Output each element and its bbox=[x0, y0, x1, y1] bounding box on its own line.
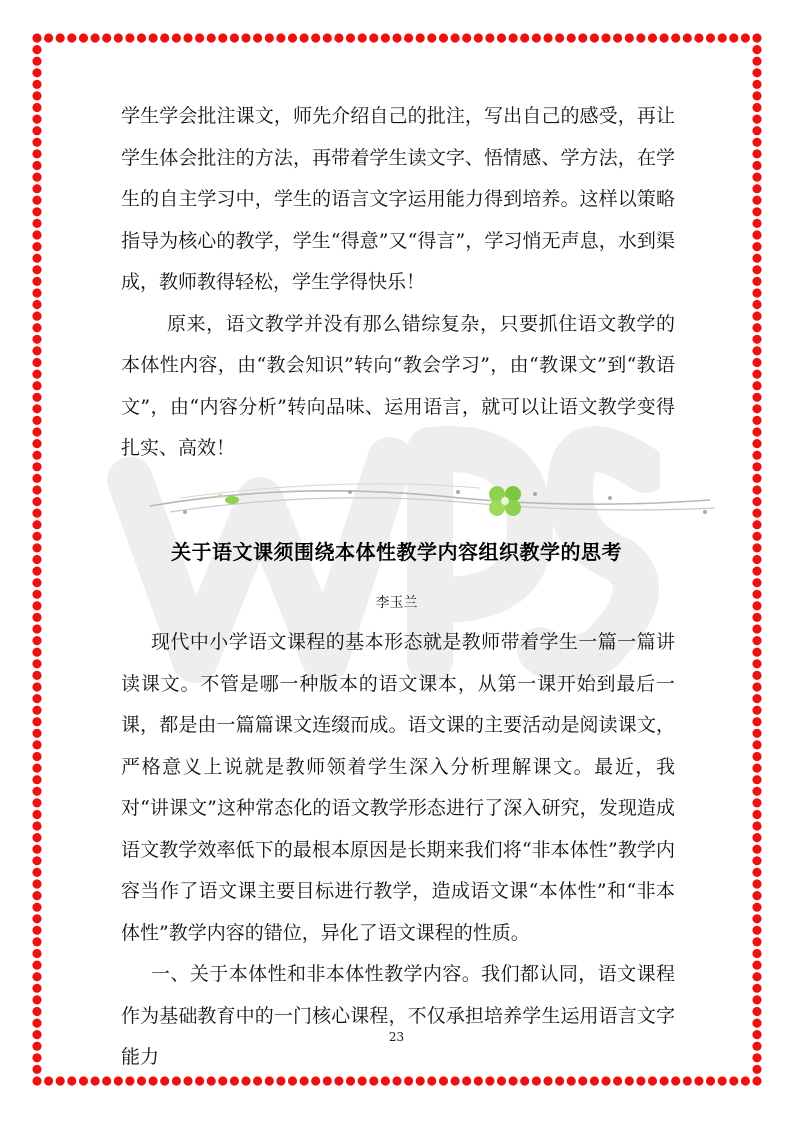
border-dot bbox=[32, 567, 41, 576]
border-dot bbox=[32, 404, 41, 413]
border-dot bbox=[32, 937, 41, 946]
border-dot bbox=[32, 833, 41, 842]
border-dot bbox=[752, 358, 761, 367]
border-dot bbox=[625, 33, 634, 42]
border-dot bbox=[741, 33, 750, 42]
border-dot bbox=[752, 149, 761, 158]
border-dot bbox=[32, 242, 41, 251]
border-dot bbox=[32, 1076, 41, 1085]
border-dot bbox=[752, 288, 761, 297]
border-dot bbox=[346, 33, 355, 42]
border-dot bbox=[91, 1076, 100, 1085]
border-dot bbox=[752, 45, 761, 54]
border-dot bbox=[752, 68, 761, 77]
border-dot bbox=[567, 33, 576, 42]
border-dot bbox=[334, 33, 343, 42]
border-dot bbox=[32, 207, 41, 216]
border-dot bbox=[32, 277, 41, 286]
paragraph: 现代中小学语文课程的基本形态就是教师带着学生一篇一篇讲读课文。不管是哪一种版本的语文课本，从第一课开始到最后一课，都是由一篇篇课文连缀而成。语文课的主要活动是阅读课文，严格意义上说就是教师领着学生深入分析理解课文。最近，我对“讲课文”这种常态化的语文教学形态进行了深入研究，发现造成语文教学效率低下的最根本原因是长期来我们将“非本体性”教学内容当作了语文课主要目标进行教学，造成语文课“本体性”和“非本体性”教学内容的错位，异化了语文课程的性质。 bbox=[121, 631, 675, 944]
border-dot bbox=[752, 219, 761, 228]
border-dot bbox=[44, 1076, 53, 1085]
page-number: 23 bbox=[388, 1030, 405, 1044]
border-dot bbox=[752, 740, 761, 749]
border-dot bbox=[752, 462, 761, 471]
border-dot bbox=[752, 427, 761, 436]
border-dot bbox=[718, 1076, 727, 1085]
border-dot bbox=[752, 821, 761, 830]
border-dot bbox=[32, 451, 41, 460]
border-dot bbox=[183, 33, 192, 42]
paragraph: 原来，语文教学并没有那么错综复杂，只要抓住语文教学的本体性内容，由“教会知识”转向“教会学习”，由“教课文”到“教语文”，由“内容分析”转向品味、运用语言，就可以让语文教学变得扎实、高效！ bbox=[121, 312, 675, 459]
border-dot bbox=[265, 33, 274, 42]
border-dot bbox=[32, 265, 41, 274]
border-dot bbox=[648, 33, 657, 42]
border-dot bbox=[32, 439, 41, 448]
border-dot bbox=[32, 1007, 41, 1016]
border-dot bbox=[32, 346, 41, 355]
border-dot bbox=[32, 300, 41, 309]
border-dot bbox=[32, 752, 41, 761]
border-dot bbox=[694, 33, 703, 42]
border-dot bbox=[32, 57, 41, 66]
border-dot bbox=[752, 115, 761, 124]
border-dot bbox=[694, 1076, 703, 1085]
border-dot bbox=[230, 33, 239, 42]
border-dot bbox=[32, 555, 41, 564]
border-dot bbox=[752, 578, 761, 587]
border-dot bbox=[358, 33, 367, 42]
border-dot bbox=[32, 288, 41, 297]
border-dot bbox=[32, 1065, 41, 1074]
border-dot bbox=[729, 33, 738, 42]
border-dot bbox=[752, 532, 761, 541]
border-dot bbox=[752, 451, 761, 460]
border-dot bbox=[508, 33, 517, 42]
body-text-bottom bbox=[121, 622, 675, 1079]
border-dot bbox=[752, 497, 761, 506]
border-dot bbox=[311, 33, 320, 42]
border-dot bbox=[32, 323, 41, 332]
border-dot bbox=[32, 103, 41, 112]
border-dot bbox=[32, 914, 41, 923]
vine-clover-divider-icon bbox=[140, 472, 720, 532]
border-dot bbox=[32, 926, 41, 935]
border-dot bbox=[752, 555, 761, 564]
border-dot bbox=[32, 427, 41, 436]
border-dot bbox=[67, 33, 76, 42]
border-dot bbox=[56, 33, 65, 42]
border-dot bbox=[578, 33, 587, 42]
border-dot bbox=[32, 694, 41, 703]
border-dot bbox=[752, 80, 761, 89]
border-dot bbox=[752, 439, 761, 448]
border-dot bbox=[114, 33, 123, 42]
border-dot bbox=[32, 972, 41, 981]
border-dot bbox=[752, 1076, 761, 1085]
border-dot bbox=[32, 949, 41, 958]
border-dot bbox=[32, 543, 41, 552]
border-dot bbox=[752, 416, 761, 425]
border-dot bbox=[32, 810, 41, 819]
border-dot bbox=[590, 33, 599, 42]
border-dot bbox=[32, 219, 41, 228]
border-dot bbox=[32, 138, 41, 147]
border-dot bbox=[752, 508, 761, 517]
border-dot bbox=[276, 33, 285, 42]
paragraph: 一、关于本体性和非本体性教学内容。我们都认同，语文课程作为基础教育中的一门核心课程，不仅承担培养学生运用语言文字能力 bbox=[121, 963, 675, 1068]
border-dot bbox=[102, 1076, 111, 1085]
border-dot bbox=[752, 543, 761, 552]
border-dot bbox=[32, 149, 41, 158]
border-dot bbox=[752, 1019, 761, 1028]
border-dot bbox=[32, 520, 41, 529]
border-dot bbox=[497, 33, 506, 42]
border-dot bbox=[32, 80, 41, 89]
border-dot bbox=[752, 752, 761, 761]
border-dot bbox=[381, 33, 390, 42]
border-dot bbox=[752, 370, 761, 379]
border-dot bbox=[683, 1076, 692, 1085]
border-dot bbox=[752, 833, 761, 842]
border-dot bbox=[32, 393, 41, 402]
border-dot bbox=[752, 173, 761, 182]
border-dot bbox=[32, 126, 41, 135]
border-dot bbox=[752, 775, 761, 784]
border-dot bbox=[752, 659, 761, 668]
border-dot bbox=[752, 346, 761, 355]
border-dot bbox=[32, 370, 41, 379]
border-dot bbox=[149, 33, 158, 42]
article-title: 关于语文课须围绕本体性教学内容组织教学的思考 bbox=[171, 540, 622, 564]
border-dot bbox=[32, 636, 41, 645]
border-dot bbox=[32, 821, 41, 830]
border-dot bbox=[752, 103, 761, 112]
border-dot bbox=[79, 33, 88, 42]
border-dot bbox=[462, 33, 471, 42]
border-dot bbox=[32, 115, 41, 124]
border-dot bbox=[32, 624, 41, 633]
border-dot bbox=[752, 207, 761, 216]
border-dot bbox=[752, 706, 761, 715]
paragraph: 学生学会批注课文，师先介绍自己的批注，写出自己的感受，再让学生体会批注的方法，再带着学生读文字、悟情感、学方法，在学生的自主学习中，学生的语言文字运用能力得到培养。这样以策略指导为核心的教学，学生“得意”又“得言”，学习悄无声息，水到渠成，教师教得轻松，学生学得快乐！ bbox=[121, 105, 675, 293]
border-dot bbox=[32, 879, 41, 888]
border-dot bbox=[32, 613, 41, 622]
border-dot bbox=[32, 648, 41, 657]
border-dot bbox=[32, 961, 41, 970]
border-dot bbox=[752, 485, 761, 494]
border-dot bbox=[752, 694, 761, 703]
border-dot bbox=[752, 1065, 761, 1074]
border-dot bbox=[32, 1019, 41, 1028]
border-dot bbox=[752, 230, 761, 239]
border-dot bbox=[300, 33, 309, 42]
border-dot bbox=[32, 1053, 41, 1062]
border-dot bbox=[752, 254, 761, 263]
border-dot bbox=[323, 33, 332, 42]
border-dot bbox=[543, 33, 552, 42]
border-dot bbox=[32, 717, 41, 726]
border-dot bbox=[752, 787, 761, 796]
border-dot bbox=[752, 949, 761, 958]
border-dot bbox=[752, 161, 761, 170]
border-dot bbox=[32, 497, 41, 506]
border-dot bbox=[752, 961, 761, 970]
border-dot bbox=[752, 729, 761, 738]
border-dot bbox=[601, 33, 610, 42]
border-dot bbox=[56, 1076, 65, 1085]
border-dot bbox=[32, 416, 41, 425]
border-dot bbox=[32, 856, 41, 865]
border-dot bbox=[32, 845, 41, 854]
border-dot bbox=[67, 1076, 76, 1085]
border-dot bbox=[752, 300, 761, 309]
border-dot bbox=[32, 903, 41, 912]
border-dot bbox=[427, 33, 436, 42]
border-dot bbox=[253, 33, 262, 42]
border-dot bbox=[718, 33, 727, 42]
border-dot bbox=[752, 995, 761, 1004]
border-dot bbox=[369, 33, 378, 42]
border-dot bbox=[485, 33, 494, 42]
border-dot bbox=[752, 613, 761, 622]
border-dot bbox=[32, 173, 41, 182]
border-dot bbox=[32, 335, 41, 344]
border-dot bbox=[752, 381, 761, 390]
border-dot bbox=[752, 184, 761, 193]
border-dot bbox=[44, 33, 53, 42]
border-dot bbox=[91, 33, 100, 42]
border-dot bbox=[706, 33, 715, 42]
border-dot bbox=[752, 879, 761, 888]
border-dot bbox=[752, 520, 761, 529]
border-dot bbox=[79, 1076, 88, 1085]
border-dot bbox=[125, 33, 134, 42]
border-dot bbox=[32, 659, 41, 668]
border-dot bbox=[32, 45, 41, 54]
border-dot bbox=[752, 196, 761, 205]
border-dot bbox=[32, 984, 41, 993]
border-dot bbox=[752, 335, 761, 344]
author-name: 李玉兰 bbox=[375, 595, 418, 611]
border-dot bbox=[752, 91, 761, 100]
border-dot bbox=[752, 393, 761, 402]
border-dot bbox=[32, 381, 41, 390]
border-dot bbox=[32, 230, 41, 239]
border-dot bbox=[555, 33, 564, 42]
border-dot bbox=[752, 891, 761, 900]
border-dot bbox=[32, 474, 41, 483]
border-dot bbox=[32, 68, 41, 77]
border-dot bbox=[32, 787, 41, 796]
border-dot bbox=[752, 926, 761, 935]
border-dot bbox=[752, 277, 761, 286]
border-dot bbox=[729, 1076, 738, 1085]
border-dot bbox=[392, 33, 401, 42]
border-dot bbox=[532, 33, 541, 42]
border-dot bbox=[32, 196, 41, 205]
border-dot bbox=[160, 33, 169, 42]
border-dot bbox=[32, 33, 41, 42]
border-dot bbox=[752, 57, 761, 66]
border-dot bbox=[752, 764, 761, 773]
border-dot bbox=[32, 764, 41, 773]
border-dot bbox=[752, 845, 761, 854]
border-dot bbox=[752, 810, 761, 819]
border-dot bbox=[207, 33, 216, 42]
border-dot bbox=[752, 937, 761, 946]
border-dot bbox=[32, 891, 41, 900]
border-dot bbox=[32, 740, 41, 749]
border-dot bbox=[32, 91, 41, 100]
border-dot bbox=[752, 682, 761, 691]
border-dot bbox=[241, 33, 250, 42]
border-dot bbox=[102, 33, 111, 42]
border-dot bbox=[752, 567, 761, 576]
border-dot bbox=[752, 404, 761, 413]
body-text-top bbox=[121, 96, 675, 470]
border-dot bbox=[752, 1053, 761, 1062]
border-dot bbox=[752, 126, 761, 135]
border-dot bbox=[752, 914, 761, 923]
border-dot bbox=[671, 33, 680, 42]
border-dot bbox=[195, 33, 204, 42]
border-dot bbox=[752, 265, 761, 274]
border-dot bbox=[32, 254, 41, 263]
border-dot bbox=[32, 995, 41, 1004]
border-dot bbox=[172, 33, 181, 42]
border-dot bbox=[439, 33, 448, 42]
border-dot bbox=[741, 1076, 750, 1085]
border-dot bbox=[660, 33, 669, 42]
border-dot bbox=[752, 648, 761, 657]
border-dot bbox=[752, 312, 761, 321]
border-dot bbox=[752, 868, 761, 877]
border-dot bbox=[32, 184, 41, 193]
border-dot bbox=[752, 798, 761, 807]
border-dot bbox=[32, 775, 41, 784]
border-dot bbox=[32, 706, 41, 715]
border-dot bbox=[32, 682, 41, 691]
border-dot bbox=[404, 33, 413, 42]
border-dot bbox=[752, 242, 761, 251]
border-dot bbox=[752, 323, 761, 332]
border-dot bbox=[752, 1007, 761, 1016]
border-dot bbox=[32, 578, 41, 587]
border-dot bbox=[218, 33, 227, 42]
border-dot bbox=[752, 624, 761, 633]
border-dot bbox=[752, 903, 761, 912]
border-dot bbox=[32, 868, 41, 877]
border-dot bbox=[32, 161, 41, 170]
border-dot bbox=[32, 312, 41, 321]
border-dot bbox=[752, 636, 761, 645]
border-dot bbox=[451, 33, 460, 42]
border-dot bbox=[32, 532, 41, 541]
border-dot bbox=[752, 984, 761, 993]
border-dot bbox=[32, 358, 41, 367]
border-dot bbox=[416, 33, 425, 42]
border-dot bbox=[32, 508, 41, 517]
border-dot bbox=[520, 33, 529, 42]
border-dot bbox=[474, 33, 483, 42]
border-dot bbox=[752, 138, 761, 147]
border-dot bbox=[752, 856, 761, 865]
border-dot bbox=[752, 972, 761, 981]
border-dot bbox=[32, 462, 41, 471]
border-dot bbox=[137, 33, 146, 42]
border-dot bbox=[752, 33, 761, 42]
border-dot bbox=[752, 474, 761, 483]
border-dot bbox=[752, 717, 761, 726]
border-dot bbox=[32, 798, 41, 807]
border-dot bbox=[706, 1076, 715, 1085]
border-dot bbox=[32, 729, 41, 738]
border-dot bbox=[288, 33, 297, 42]
border-dot bbox=[32, 671, 41, 680]
border-dot bbox=[32, 485, 41, 494]
border-dot bbox=[613, 33, 622, 42]
border-dot bbox=[752, 671, 761, 680]
border-dot bbox=[683, 33, 692, 42]
border-dot bbox=[636, 33, 645, 42]
